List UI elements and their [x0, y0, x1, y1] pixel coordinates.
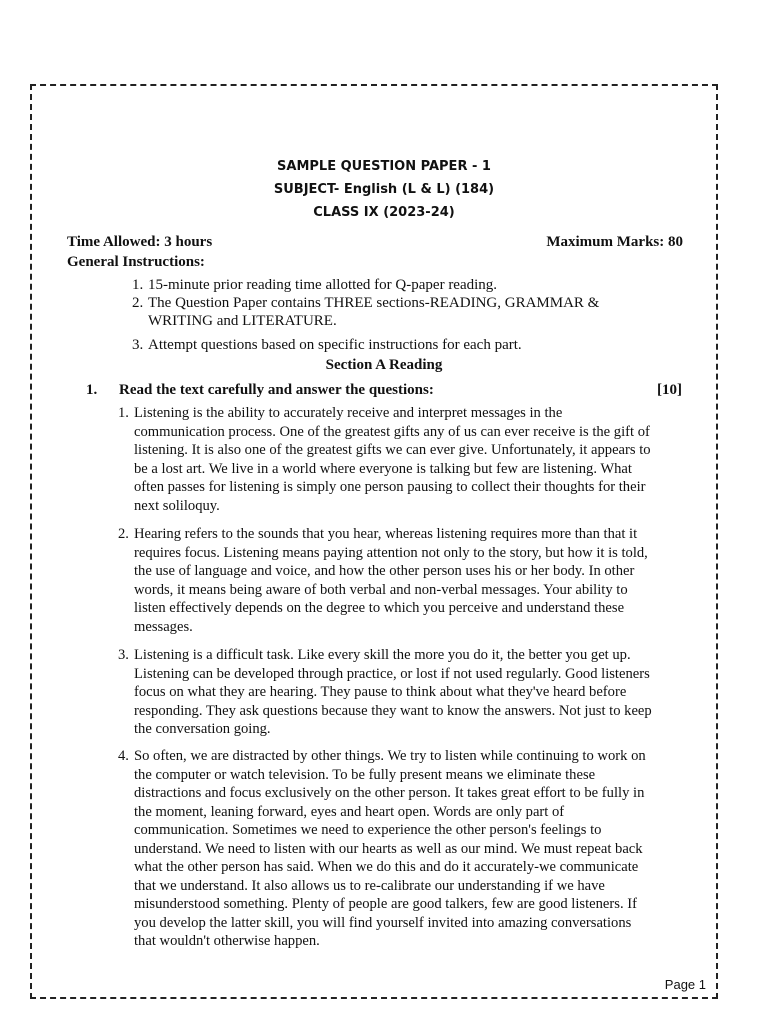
section-title: Section A Reading	[325, 357, 443, 373]
question-text: Read the text carefully and answer the questions:	[119, 382, 434, 398]
question-number: 1.	[86, 382, 98, 398]
instruction-item	[132, 336, 652, 354]
paragraph-text: Listening is the ability to accurately receive and interpret messages in the communication process. One of the greatest gifts any of us can ever receive is the gift of listening. It is also one of the greatest gifts we can ever give. Unfortunately, it appears to be a lost art. We live in a world where everyone is talking but few are listening. What often passes for listening is simply one person pausing to collect their thoughts for their next soliloquy.	[134, 405, 651, 514]
paragraph-number: 4.	[118, 748, 129, 764]
question-marks: [10]	[657, 382, 682, 398]
class-line: CLASS IX (2023-24)	[313, 205, 455, 220]
paragraph-text: Listening is a difficult task. Like every skill the more you do it, the better you get up. Listening can be developed through practice, or lost if not used regularly. Good listeners focus on what they are hearing. They pause to think about what they've heard before responding. They ask questions because they want to know the answers. Not just to keep the conversation going.	[134, 647, 652, 737]
page-number: Page 1	[664, 977, 706, 992]
paragraph-text: So often, we are distracted by other things. We try to listen while continuing to work on the computer or watch television. To be fully present means we eliminate these distractions and focus exclusively on the other person. It takes great effort to be fully in the moment, leaning forward, eyes and heart open. Words are only part of communication. Sometimes we need to experience the other person's feelings to understand. We need to listen with our hearts as well as our mind. We must repeat back what the other person has said. When we do this and do it accurately-we communicate that we understand. It also allows us to re-calibrate our understanding if we have misunderstood something. Plenty of people are good talkers, few are good listeners. If you develop the latter skill, you will find yourself invited into amazing conversations that wouldn't otherwise happen.	[134, 748, 646, 949]
subject-line: SUBJECT- English (L & L) (184)	[273, 182, 495, 197]
paragraph-number: 2.	[118, 526, 129, 542]
maximum-marks: Maximum Marks: 80	[546, 234, 683, 250]
instruction-number: 2.	[132, 295, 144, 311]
instruction-item	[132, 276, 652, 294]
paper-title: SAMPLE QUESTION PAPER - 1	[277, 159, 491, 174]
passage-paragraph	[118, 747, 653, 951]
passage-paragraph	[118, 646, 653, 739]
paragraph-number: 1.	[118, 405, 129, 421]
general-instructions-heading: General Instructions:	[67, 254, 205, 270]
instruction-text: The Question Paper contains THREE sections-READING, GRAMMAR & WRITING and LITERATURE.	[148, 295, 600, 329]
instruction-item	[132, 294, 652, 330]
instruction-text: Attempt questions based on specific instructions for each part.	[148, 337, 522, 353]
time-allowed: Time Allowed: 3 hours	[67, 234, 213, 250]
passage-paragraph	[118, 404, 653, 515]
paragraph-number: 3.	[118, 647, 129, 663]
instruction-number: 1.	[132, 277, 144, 293]
paragraph-text: Hearing refers to the sounds that you hear, whereas listening requires more than that it requires focus. Listening means paying attention not only to the story, but how it is told, the use of language and voice, and how the other person uses his or her body. In other words, it means being aware of both verbal and non-verbal messages. Your ability to listen effectively depends on the degree to which you perceive and understand these messages.	[134, 526, 648, 635]
instruction-text: 15-minute prior reading time allotted for Q-paper reading.	[148, 277, 498, 293]
instruction-number: 3.	[132, 337, 144, 353]
passage-paragraph	[118, 525, 653, 636]
